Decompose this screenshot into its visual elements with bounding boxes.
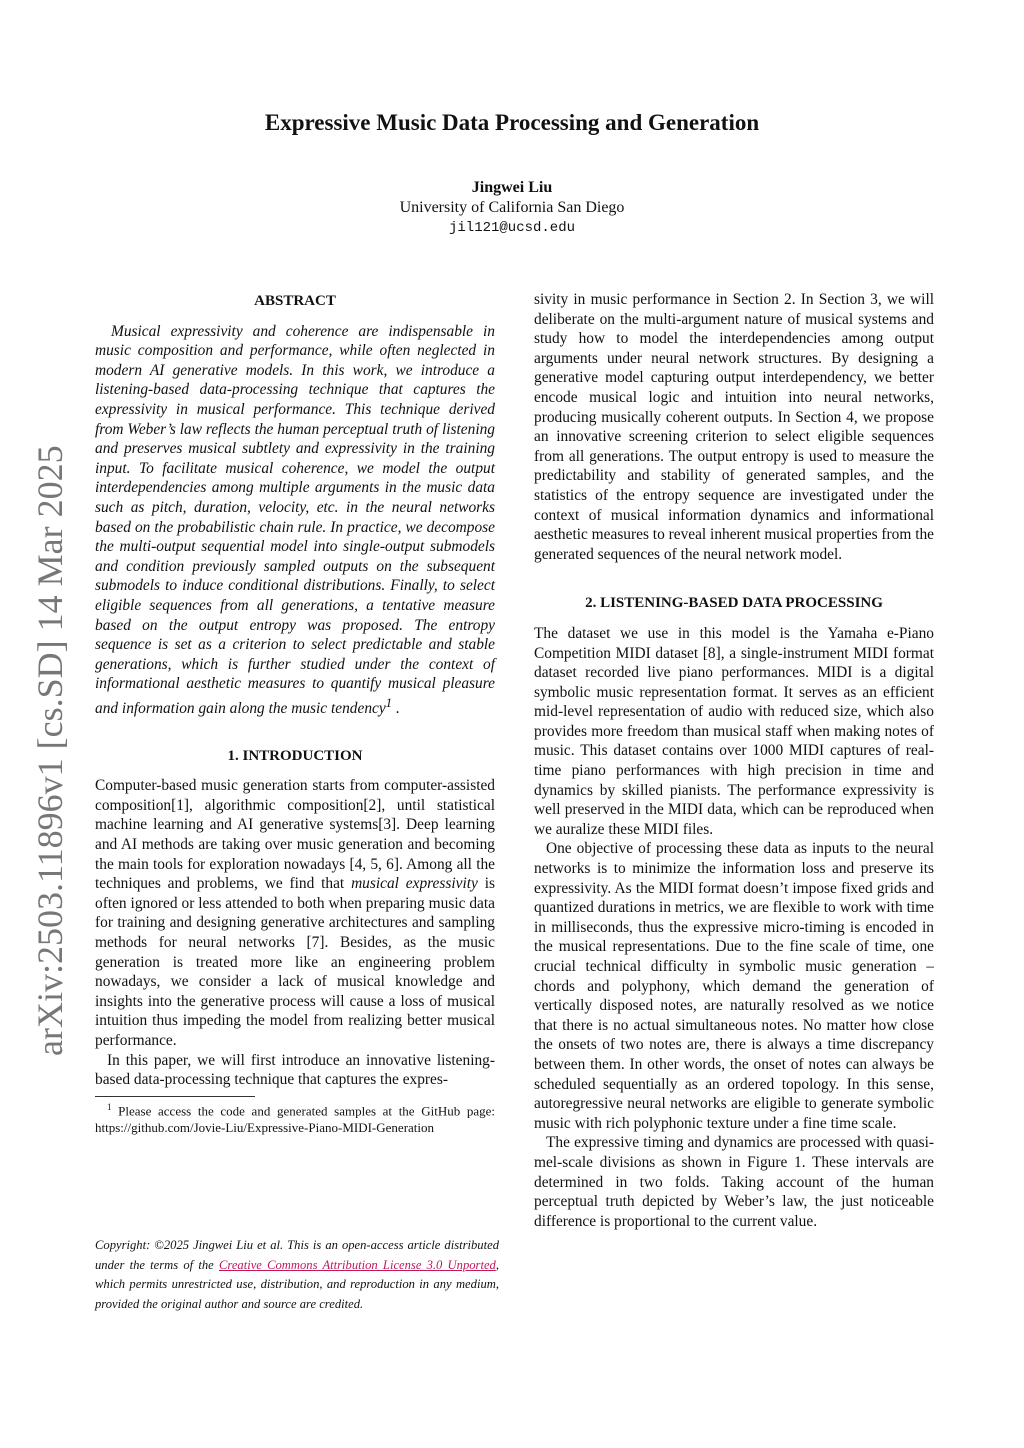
footnote [95,1099,495,1136]
intro-paragraph-2-continued: sivity in music performance in Section 2. In Section 3, we will deliberate on the multi-argument nature of musical systems and study how to model the interdependencies among output arguments under neural network structures. By designing a generative model capturing output interdependency, we better encode musical logic and intuition into neural networks, producing musically coherent outputs. In Section 4, we propose an innovative screening criterion to select eligible sequences from all generations. The output entropy is used to measure the predictability and stability of generated samples, and the statistics of the entropy sequence are investigated under the context of musical information dynamics and informational aesthetic measures to reveal inherent musical properties from the generated sequences of the neural network model. [534,291,934,563]
copyright-post: , which permits unrestricted use, distribution, and reproduction in any medium, provided the original author and source are credited. [95,1257,499,1311]
abstract-end: . [395,700,400,717]
left-column [95,290,495,1136]
arxiv-identifier: arXiv:2503.11896v1 [cs.SD] 14 Mar 2025 [30,445,70,1056]
section2-heading: 2. LISTENING-BASED DATA PROCESSING [585,595,883,612]
footnote-divider [95,1096,255,1097]
copyright-pre: Copyright: ©2025 Jingwei Liu et al. This is an open-access article distributed under the terms of the [95,1238,499,1272]
section2-paragraph-2: One objective of processing these data as inputs to the neural networks is to minimize the information loss and preserve its expressivity. As the MIDI format doesn’t impose fixed grids and quantized durations in metrics, we are flexible to work with time in milliseconds, thus the expressive micro-timing is encoded in the musical representations. Due to the fine scale of time, one crucial technical difficulty in symbolic music generation – chords and polyphony, which demand the generation of vertically disposed notes, are naturally resolved as we notice that there is no actual simultaneous notes. No matter how close the onsets of two notes are, there is always a time discrepancy between them. In other words, the onset of notes can always be scheduled sequentially as an ordered topology. In this sense, autoregressive neural networks are eligible to generate symbolic music with rich polyphonic texture under a fine time scale. [534,840,934,1132]
intro-p1-part-a: Computer-based music generation starts from computer-assisted composition[1], algorithmic composition[2], until statistical machine learning and AI generative systems[3]. Deep learning and AI methods are taking over music generation and becoming the main tools for exploration nowadays [4, 5, 6]. Among all the techniques and problems, we find that [95,777,495,893]
section2-paragraph-3: The expressive timing and dynamics are processed with quasi-mel-scale divisions as shown in Figure 1. These intervals are determined in two folds. Taking account of the human perceptual truth depicted by Weber’s law, the just noticeable difference is proportional to the current value. [534,1134,934,1230]
footnote-number: 1 [107,1101,112,1112]
section2-paragraph-1: The dataset we use in this model is the Yamaha e-Piano Competition MIDI dataset [8], a single-instrument MIDI format dataset recorded live piano performances. MIDI is a digital symbolic music representation format. It serves as an efficient mid-level representation of audio with reduced size, which also provides more freedom than musical staff when making notes of music. This dataset contains over 1000 MIDI captures of real-time piano performances with high precision in time and dynamics by skilled pianists. The performance expressivity is well preserved in the MIDI data, which can be reproduced when we auralize these MIDI files. [534,624,934,838]
right-column [534,290,934,1231]
footnote-marker[interactable]: 1 [385,695,393,710]
copyright-notice [95,1236,499,1314]
author-affiliation: University of California San Diego [399,199,625,216]
author-block [0,178,1024,238]
abstract-text [95,322,495,719]
author-name: Jingwei Liu [471,179,553,196]
abstract-heading: ABSTRACT [254,293,336,309]
paper-title: Expressive Music Data Processing and Generation [264,110,760,135]
intro-p1-emphasis: musical expressivity [351,875,478,893]
intro-paragraph-1 [95,776,495,1050]
intro-paragraph-2-start: In this paper, we will first introduce an innovative listening-based data-processing technique that captures the expres- [95,1051,495,1089]
intro-heading: 1. INTRODUCTION [227,747,363,764]
license-link[interactable]: Creative Commons Attribution License 3.0 Unported [218,1257,496,1272]
intro-p1-part-b: is often ignored or less attended to both when preparing music data for training and designing generative architectures and sampling methods for neural networks [7]. Besides, as the music generation is treated more like an engineering problem nowadays, we consider a lack of musical knowledge and insights into the generative process will cause a loss of musical intuition thus impeding the model from realizing better musical performance. [95,875,495,1049]
footnote-text: Please access the code and generated samples at the GitHub page: https://github.com/Jovie-Liu/Expressive-Piano-MIDI-Generation [95,1103,496,1136]
author-email[interactable]: jil121@ucsd.edu [448,220,576,236]
abstract-body: Musical expressivity and coherence are indispensable in music composition and performance, while often neglected in modern AI generative models. In this work, we introduce a listening-based data-processing technique that captures the expressivity in musical performance. This technique derived from Weber’s law reflects the human perceptual truth of listening and preserves musical subtlety and expressivity in the training input. To facilitate musical coherence, we model the output interdependencies among multiple arguments in the music data such as pitch, duration, velocity, etc. in the neural networks based on the probabilistic chain rule. In practice, we decompose the multi-output sequential model into single-output submodels and condition previously sampled outputs on the subsequent submodels to induce conditional distributions. Finally, to select eligible sequences from all generations, a tentative measure based on the output entropy was proposed. The entropy sequence is set as a criterion to select predictable and stable generations, which is further studied under the context of informational aesthetic measures to quantify musical pleasure and information gain along the music tendency [95,322,495,717]
